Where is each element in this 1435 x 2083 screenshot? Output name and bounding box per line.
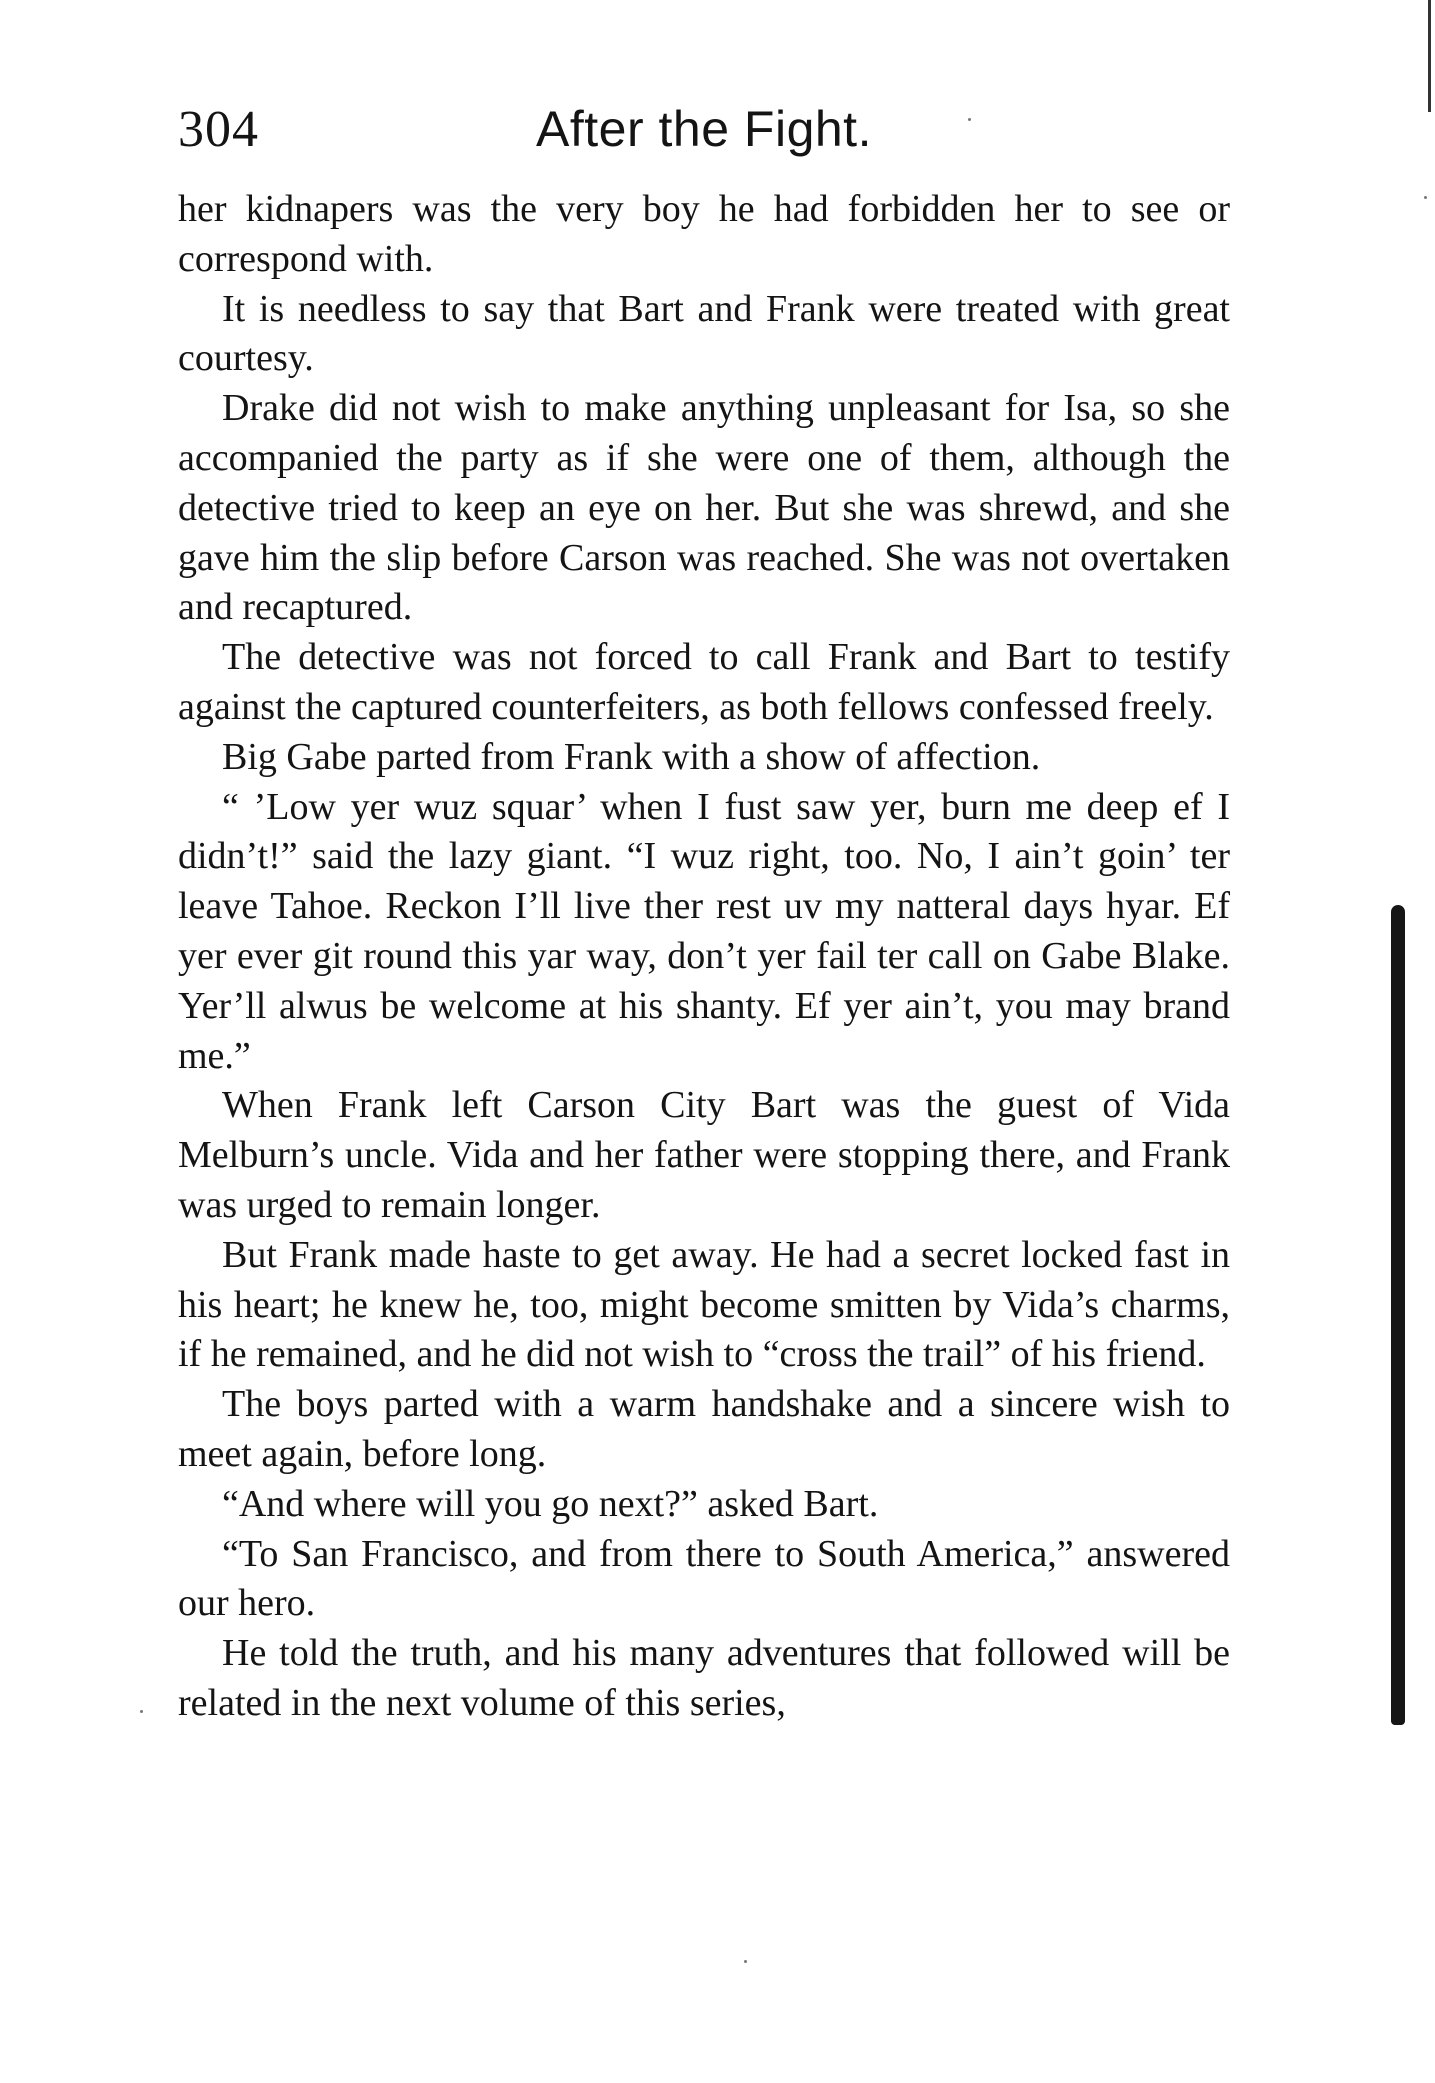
paragraph: “To San Francisco, and from there to South America,” answered our hero.: [178, 1532, 1230, 1625]
paragraph: her kidnapers was the very boy he had forbidden her to see or correspond with.: [178, 188, 1230, 280]
scan-edge-shadow: [1391, 905, 1405, 1725]
paragraph: He told the truth, and his many adventures that followed will be related in the next volume of this series,: [178, 1632, 1230, 1724]
paragraph: Drake did not wish to make anything unpleasant for Isa, so she accompanied the party as if she were one of them, although the detective tried to keep an eye on her. But she was shrewd, and she gave him the slip before Carson was reached. She was not overtaken and recaptured.: [178, 387, 1230, 629]
scan-speck: [140, 1710, 143, 1713]
paragraph: When Frank left Carson City Bart was the guest of Vida Melburn’s uncle. Vida and her father were stopping there, and Frank was urged to remain longer.: [178, 1084, 1230, 1226]
paragraph: It is needless to say that Bart and Frank were treated with great courtesy.: [178, 287, 1230, 380]
body-text: [178, 185, 1230, 1729]
scan-speck: [744, 1960, 747, 1963]
paragraph: But Frank made haste to get away. He had a secret locked fast in his heart; he knew he, too, might become smitten by Vida’s charms, if he remained, and he did not wish to “cross the trail” of his friend.: [178, 1233, 1230, 1376]
page-number: 304: [178, 101, 259, 158]
scan-speck: [968, 118, 971, 121]
scan-edge-line: [1428, 0, 1431, 112]
paragraph: “ ’Low yer wuz squar’ when I fust saw yer, burn me deep ef I didn’t!” said the lazy giant. “I wuz right, too. No, I ain’t goin’ ter leave Tahoe. Reckon I’ll live ther rest uv my natteral days hyar. Ef yer ever git round this yar way, don’t yer fail ter call on Gabe Blake. Yer’ll alwus be welcome at his shanty. Ef yer ain’t, you may brand me.”: [178, 785, 1230, 1077]
paragraph: The detective was not forced to call Frank and Bart to testify against the captured counterfeiters, as both fellows confessed freely.: [178, 636, 1230, 728]
paragraph: Big Gabe parted from Frank with a show of affection.: [222, 735, 1041, 778]
page-header: [178, 100, 1230, 180]
paragraph: The boys parted with a warm handshake and a sincere wish to meet again, before long.: [178, 1383, 1230, 1475]
paragraph: “And where will you go next?” asked Bart.: [222, 1482, 879, 1525]
scan-speck: [1424, 196, 1427, 199]
running-title: After the Fight.: [536, 101, 872, 157]
